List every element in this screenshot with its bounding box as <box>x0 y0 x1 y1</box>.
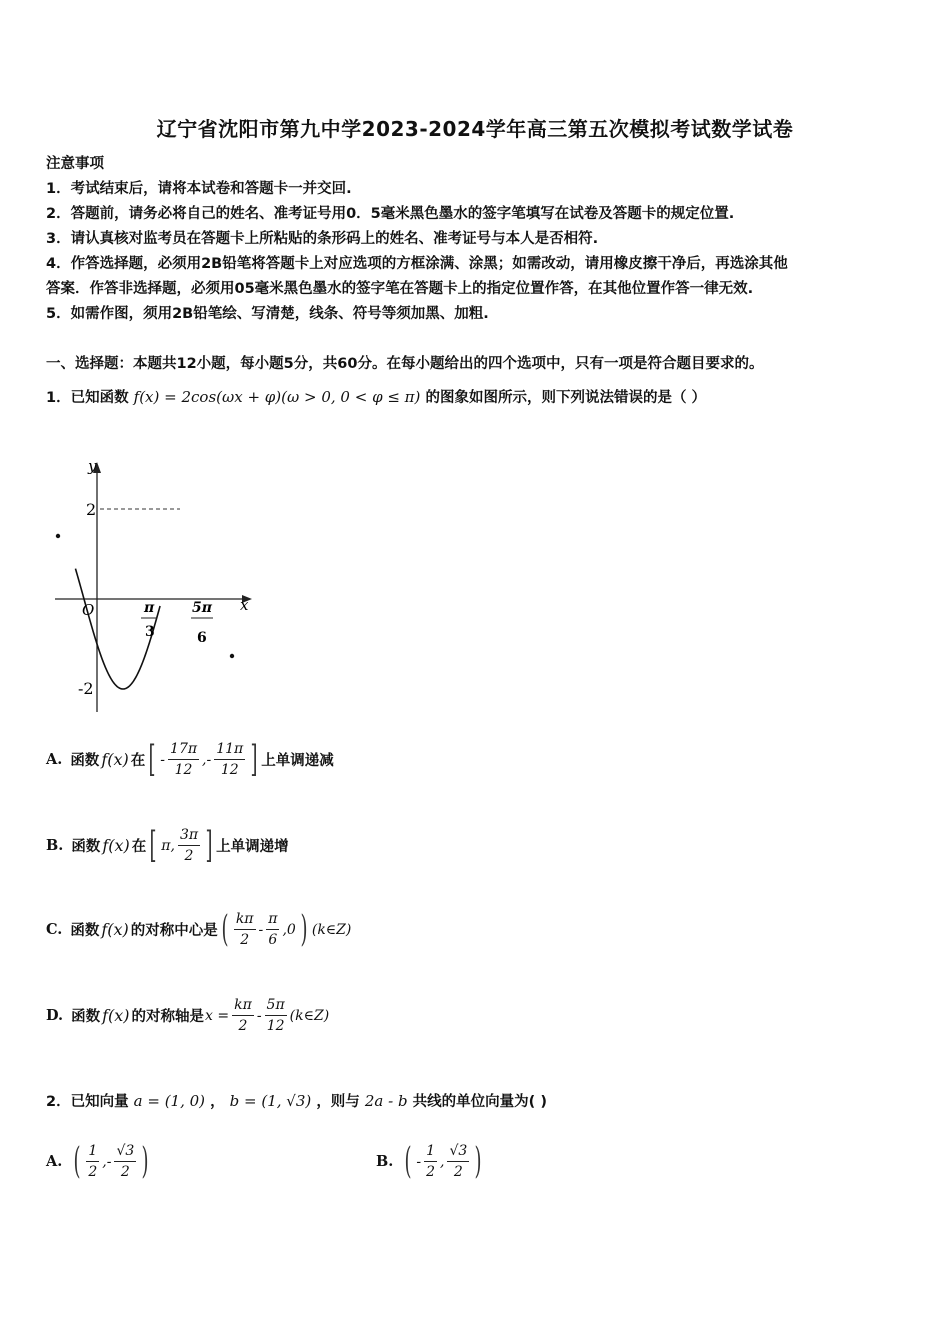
fraction <box>178 826 200 865</box>
denominator: 12 <box>174 762 193 778</box>
q2-comma: ， <box>210 1094 225 1110</box>
q1-formula: f(x) = 2cos(ωx + φ)(ω > 0, 0 < φ ≤ π) <box>133 388 421 406</box>
function-symbol: f(x) <box>101 920 129 939</box>
q2-suffix: 共线的单位向量为( ) <box>412 1094 547 1110</box>
tick-5pi-6-den: 6 <box>197 630 207 646</box>
section-heading: 一、选择题：本题共12小题，每小题5分，共60分。在每小题给出的四个选项中，只有一项是符合题目要求的。 <box>46 356 764 372</box>
separator: ,- <box>102 1153 112 1170</box>
minus-sign: - <box>258 921 264 938</box>
q1-option-c[interactable] <box>46 910 352 949</box>
notes-heading: 注意事项 <box>46 156 104 172</box>
numerator: 17π <box>168 740 199 760</box>
note-line-2: 2．答题前，请务必将自己的姓名、准考证号用0．5毫米黑色墨水的签字笔填写在试卷及答题卡的规定位置. <box>46 206 735 222</box>
note-line-4-cont: 答案．作答非选择题，必须用05毫米黑色墨水的签字笔在答题卡上的指定位置作答，在其他位置作答一律无效. <box>46 281 754 297</box>
q2-mid: ，则与 <box>316 1094 360 1110</box>
q1-suffix: 的图象如图所示，则下列说法错误的是（ ） <box>425 390 706 406</box>
denominator: 6 <box>268 932 278 948</box>
option-text: 函数 <box>70 923 100 939</box>
minus-sign: - <box>256 1007 262 1024</box>
numerator: 5π <box>265 996 287 1016</box>
q2-prefix: 2．已知向量 <box>46 1094 129 1110</box>
function-symbol: f(x) <box>102 1006 130 1025</box>
curve-start-point <box>56 534 60 538</box>
condition: (k∈Z) <box>289 1007 330 1024</box>
fraction <box>214 740 245 779</box>
left-bracket: [ <box>148 738 156 780</box>
denominator: 12 <box>220 762 239 778</box>
numerator: √3 <box>114 1142 136 1162</box>
q2-vector-b: b = (1, √3) <box>229 1092 312 1110</box>
numerator: √3 <box>447 1142 469 1162</box>
denominator: 2 <box>240 932 250 948</box>
tick-5pi-6-num: 5π <box>192 600 212 616</box>
denominator: 2 <box>120 1164 130 1180</box>
right-paren: ) <box>141 1140 149 1182</box>
q2-expression: 2a - b <box>364 1092 408 1110</box>
separator: , <box>440 1153 445 1170</box>
numerator: 1 <box>86 1142 99 1162</box>
option-letter: C. <box>46 921 63 938</box>
curve-end-point <box>230 654 234 658</box>
denominator: 2 <box>453 1164 463 1180</box>
option-text: 上单调递减 <box>261 753 334 769</box>
q1-option-b[interactable] <box>46 826 289 865</box>
option-letter: B. <box>46 837 64 854</box>
denominator: 2 <box>184 848 194 864</box>
option-letter: A. <box>46 751 63 768</box>
y-max-label: 2 <box>86 500 97 519</box>
function-symbol: f(x) <box>101 750 129 769</box>
right-bracket: ] <box>205 824 213 866</box>
separator: ,- <box>202 751 212 768</box>
page-title: 辽宁省沈阳市第九中学2023-2024学年高三第五次模拟考试数学试卷 <box>156 117 794 141</box>
tick-pi-3-den: 3 <box>145 624 155 640</box>
option-letter: B. <box>376 1153 394 1170</box>
note-line-3: 3．请认真核对监考员在答题卡上所粘贴的条形码上的姓名、准考证号与本人是否相符. <box>46 231 599 247</box>
option-letter: A. <box>46 1153 63 1170</box>
minus-sign: - <box>416 1153 422 1170</box>
axis-lhs: x = <box>205 1007 230 1024</box>
option-text: 的对称轴是 <box>131 1009 205 1025</box>
denominator: 2 <box>88 1164 98 1180</box>
right-bracket: ] <box>250 738 258 780</box>
note-line-5: 5．如需作图，须用2B铅笔绘、写清楚，线条、符号等须加黑、加粗. <box>46 306 489 322</box>
q1-option-a[interactable] <box>46 740 334 779</box>
left-paren: ( <box>221 908 229 950</box>
function-symbol: f(x) <box>102 836 130 855</box>
numerator: kπ <box>232 996 254 1016</box>
fraction <box>114 1142 136 1181</box>
denominator: 2 <box>426 1164 436 1180</box>
left-bracket: [ <box>149 824 157 866</box>
fraction <box>168 740 199 779</box>
numerator: 1 <box>424 1142 437 1162</box>
fraction <box>424 1142 437 1181</box>
x-axis-label: x <box>240 596 249 614</box>
condition: (k∈Z) <box>311 921 352 938</box>
option-text: 函数 <box>71 1009 101 1025</box>
q2-option-b[interactable] <box>376 1142 485 1181</box>
numerator: 3π <box>178 826 200 846</box>
fraction <box>86 1142 99 1181</box>
interval-start: π, <box>161 837 175 854</box>
left-paren: ( <box>73 1140 81 1182</box>
option-text: 的对称中心是 <box>130 923 218 939</box>
numerator: 11π <box>214 740 245 760</box>
y-axis-label: y <box>88 457 97 475</box>
fraction <box>234 910 256 949</box>
tick-pi-3-num: π <box>144 600 155 616</box>
coordinate-tail: ,0 <box>282 921 296 938</box>
denominator: 2 <box>238 1018 248 1034</box>
option-letter: D. <box>46 1007 64 1024</box>
note-line-1: 1．考试结束后，请将本试卷和答题卡一并交回. <box>46 181 352 197</box>
question-1 <box>46 386 706 407</box>
option-text: 函数 <box>70 753 100 769</box>
fraction <box>266 910 279 949</box>
right-paren: ) <box>300 908 308 950</box>
minus-sign: - <box>160 751 166 768</box>
question-2 <box>46 1090 547 1111</box>
q2-vector-a: a = (1, 0) <box>133 1092 206 1110</box>
q1-option-d[interactable] <box>46 996 330 1035</box>
note-line-4: 4．作答选择题，必须用2B铅笔将答题卡上对应选项的方框涂满、涂黑；如需改动，请用橡皮擦干净后，再选涂其他 <box>46 256 788 272</box>
cosine-graph <box>40 450 270 720</box>
fraction <box>265 996 287 1035</box>
fraction <box>232 996 254 1035</box>
option-text: 上单调递增 <box>216 839 289 855</box>
fraction <box>447 1142 469 1181</box>
option-text: 在 <box>131 839 147 855</box>
right-paren: ) <box>474 1140 482 1182</box>
option-text: 在 <box>130 753 146 769</box>
origin-label: O <box>82 601 95 619</box>
option-text: 函数 <box>71 839 101 855</box>
numerator: kπ <box>234 910 256 930</box>
y-min-label: -2 <box>78 679 94 698</box>
numerator: π <box>266 910 279 930</box>
left-paren: ( <box>404 1140 412 1182</box>
denominator: 12 <box>266 1018 285 1034</box>
q2-option-a[interactable] <box>46 1142 152 1181</box>
q1-prefix: 1．已知函数 <box>46 390 129 406</box>
